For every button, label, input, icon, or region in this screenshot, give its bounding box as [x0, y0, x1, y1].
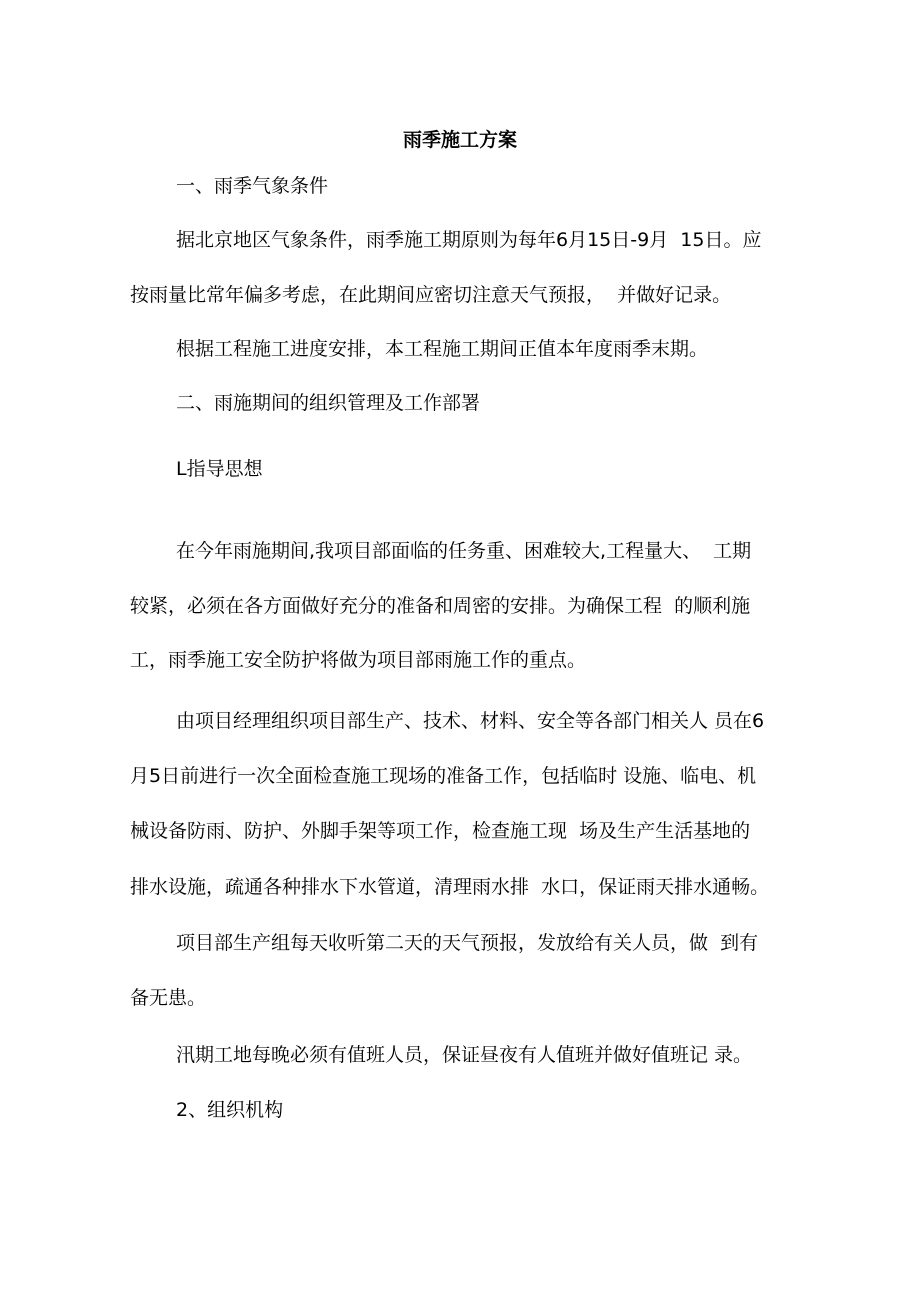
subsection-heading-2: 2、组织机构	[176, 1099, 284, 1121]
paragraph-line: 由项目经理组织项目部生产、技术、材料、安全等各部门相关人 员在6	[176, 710, 765, 732]
subsection-heading-1: L指导思想	[176, 458, 263, 480]
paragraph-line: 排水设施，疏通各种排水下水管道，清理雨水排 水口，保证雨天排水通畅。	[130, 876, 770, 898]
paragraph-line: 根据工程施工进度安排，本工程施工期间正值本年度雨季末期。	[176, 338, 709, 360]
section-heading-1: 一、雨季气象条件	[176, 175, 329, 197]
paragraph-line: 按雨量比常年偏多考虑，在此期间应密切注意天气预报， 并做好记录。	[130, 284, 732, 306]
paragraph-line: 在今年雨施期间,我项目部面临的任务重、困难较大,工程量大、 工期	[176, 540, 752, 562]
document-title: 雨季施工方案	[402, 129, 517, 151]
section-heading-2: 二、雨施期间的组织管理及工作部署	[176, 392, 481, 414]
paragraph-line: 较紧，必须在各方面做好充分的准备和周密的安排。为确保工程 的顺利施	[130, 595, 751, 617]
paragraph-line: 据北京地区气象条件，雨季施工期原则为每年6月15日-9月 15日。应	[176, 229, 762, 251]
paragraph-line: 项目部生产组每天收听第二天的天气预报，发放给有关人员，做 到有	[176, 932, 759, 954]
paragraph-line: 汛期工地每晚必须有值班人员，保证昼夜有人值班并做好值班记 录。	[176, 1044, 753, 1066]
paragraph-line: 械设备防雨、防护、外脚手架等项工作，检查施工现 场及生产生活基地的	[130, 820, 751, 842]
paragraph-line: 工，雨季施工安全防护将做为项目部雨施工作的重点。	[130, 649, 587, 671]
paragraph-line: 月5日前进行一次全面检查施工现场的准备工作，包括临时 设施、临电、机	[130, 765, 757, 787]
paragraph-line: 备无患。	[130, 987, 207, 1009]
